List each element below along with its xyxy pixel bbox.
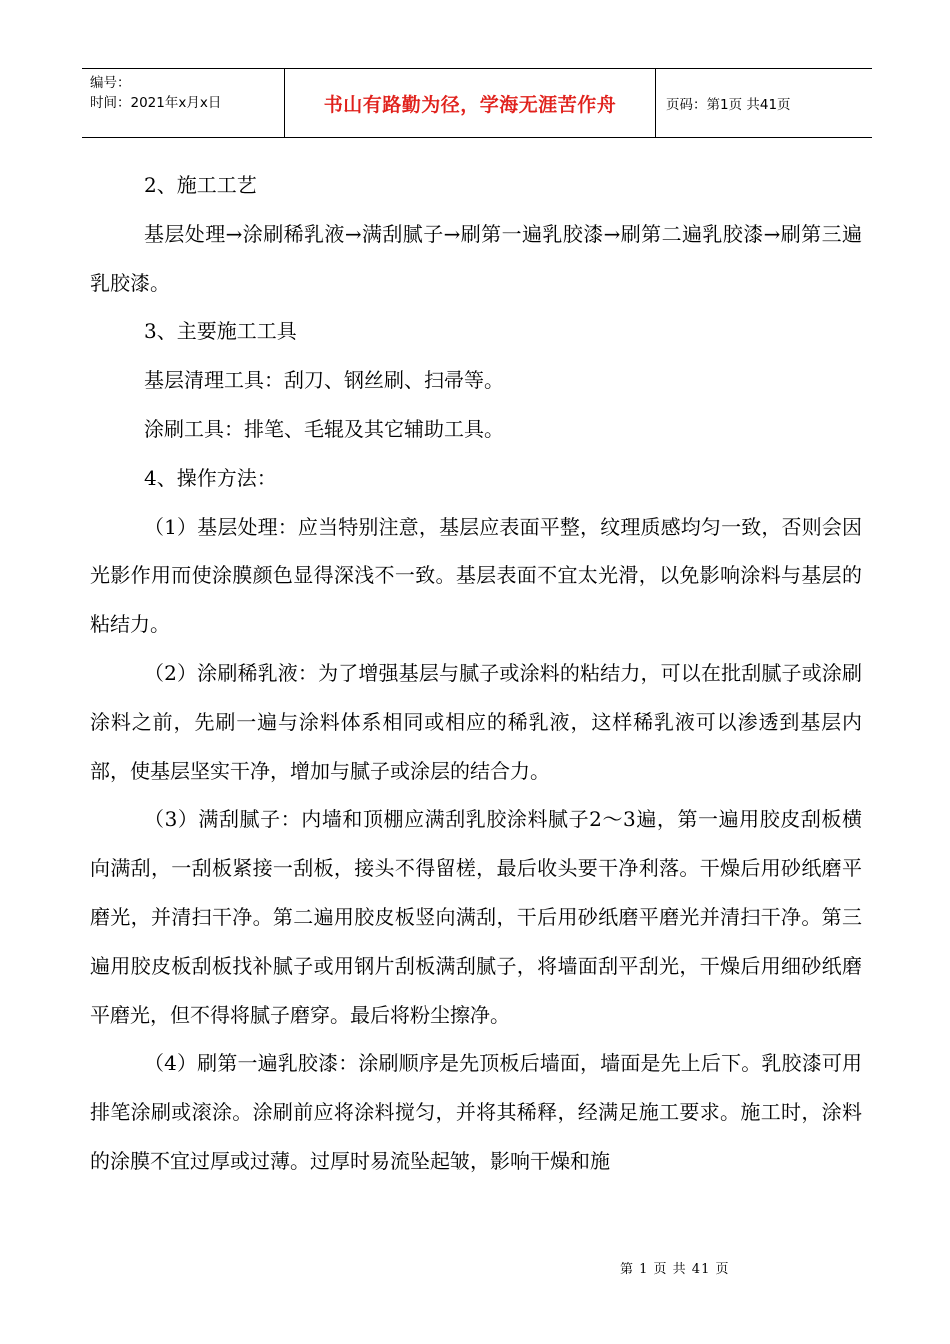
section-heading-method: 4、操作方法： [144, 465, 277, 490]
paragraph-process-steps: 基层处理→涂刷稀乳液→满刮腻子→刷第一遍乳胶漆→刷第二遍乳胶漆→刷第三遍乳胶漆。 [90, 221, 862, 295]
page-footer: 第 1 页 共 41 页 [620, 1262, 730, 1277]
document-body [90, 161, 862, 1186]
paragraph-step-1: （1）基层处理：应当特别注意，基层应表面平整，纹理质感均匀一致，否则会因光影作用而使涂膜颜色显得深浅不一致。基层表面不宜太光滑，以免影响涂料与基层的粘结力。 [90, 514, 862, 637]
paragraph-cleaning-tools: 基层清理工具：刮刀、钢丝刷、扫帚等。 [144, 368, 504, 393]
paragraph-step-3: （3）满刮腻子：内墙和顶棚应满刮乳胶涂料腻子2～3遍，第一遍用胶皮刮板横向满刮，一刮板紧接一刮板，接头不得留槎，最后收头要干净利落。干燥后用砂纸磨平磨光，并清扫干净。第二遍用胶皮板竖向满刮，干后用砂纸磨平磨光并清扫干净。第三遍用胶皮板刮板找补腻子或用钢片刮板满刮腻子，将墙面刮平刮光，干燥后用细砂纸磨平磨光，但不得将腻子磨穿。最后将粉尘擦净。 [90, 807, 862, 1027]
header-motto: 书山有路勤为径，学海无涯苦作舟 [285, 69, 656, 137]
paragraph-step-4: （4）刷第一遍乳胶漆：涂刷顺序是先顶板后墙面，墙面是先上后下。乳胶漆可用排笔涂刷或滚涂。涂刷前应将涂料搅匀，并将其稀释，经满足施工要求。施工时，涂料的涂膜不宜过厚或过薄。过厚时易流坠起皱，影响干燥和施 [90, 1051, 862, 1173]
header-page-info: 页码：第1页 共41页 [666, 97, 791, 113]
paragraph-step-2: （2）涂刷稀乳液：为了增强基层与腻子或涂料的粘结力，可以在批刮腻子或涂刷涂料之前，先刷一遍与涂料体系相同或相应的稀乳液，这样稀乳液可以渗透到基层内部，使基层坚实干净，增加与腻子或涂层的结合力。 [90, 660, 862, 783]
section-heading-process: 2、施工工艺 [144, 173, 257, 197]
document-date: 时间：2021年x月x日 [90, 95, 222, 111]
paragraph-painting-tools: 涂刷工具：排笔、毛辊及其它辅助工具。 [144, 416, 504, 441]
document-number-label: 编号： [90, 75, 131, 91]
page-header [82, 68, 872, 138]
section-heading-tools: 3、主要施工工具 [144, 319, 297, 344]
header-meta-cell [82, 69, 285, 137]
